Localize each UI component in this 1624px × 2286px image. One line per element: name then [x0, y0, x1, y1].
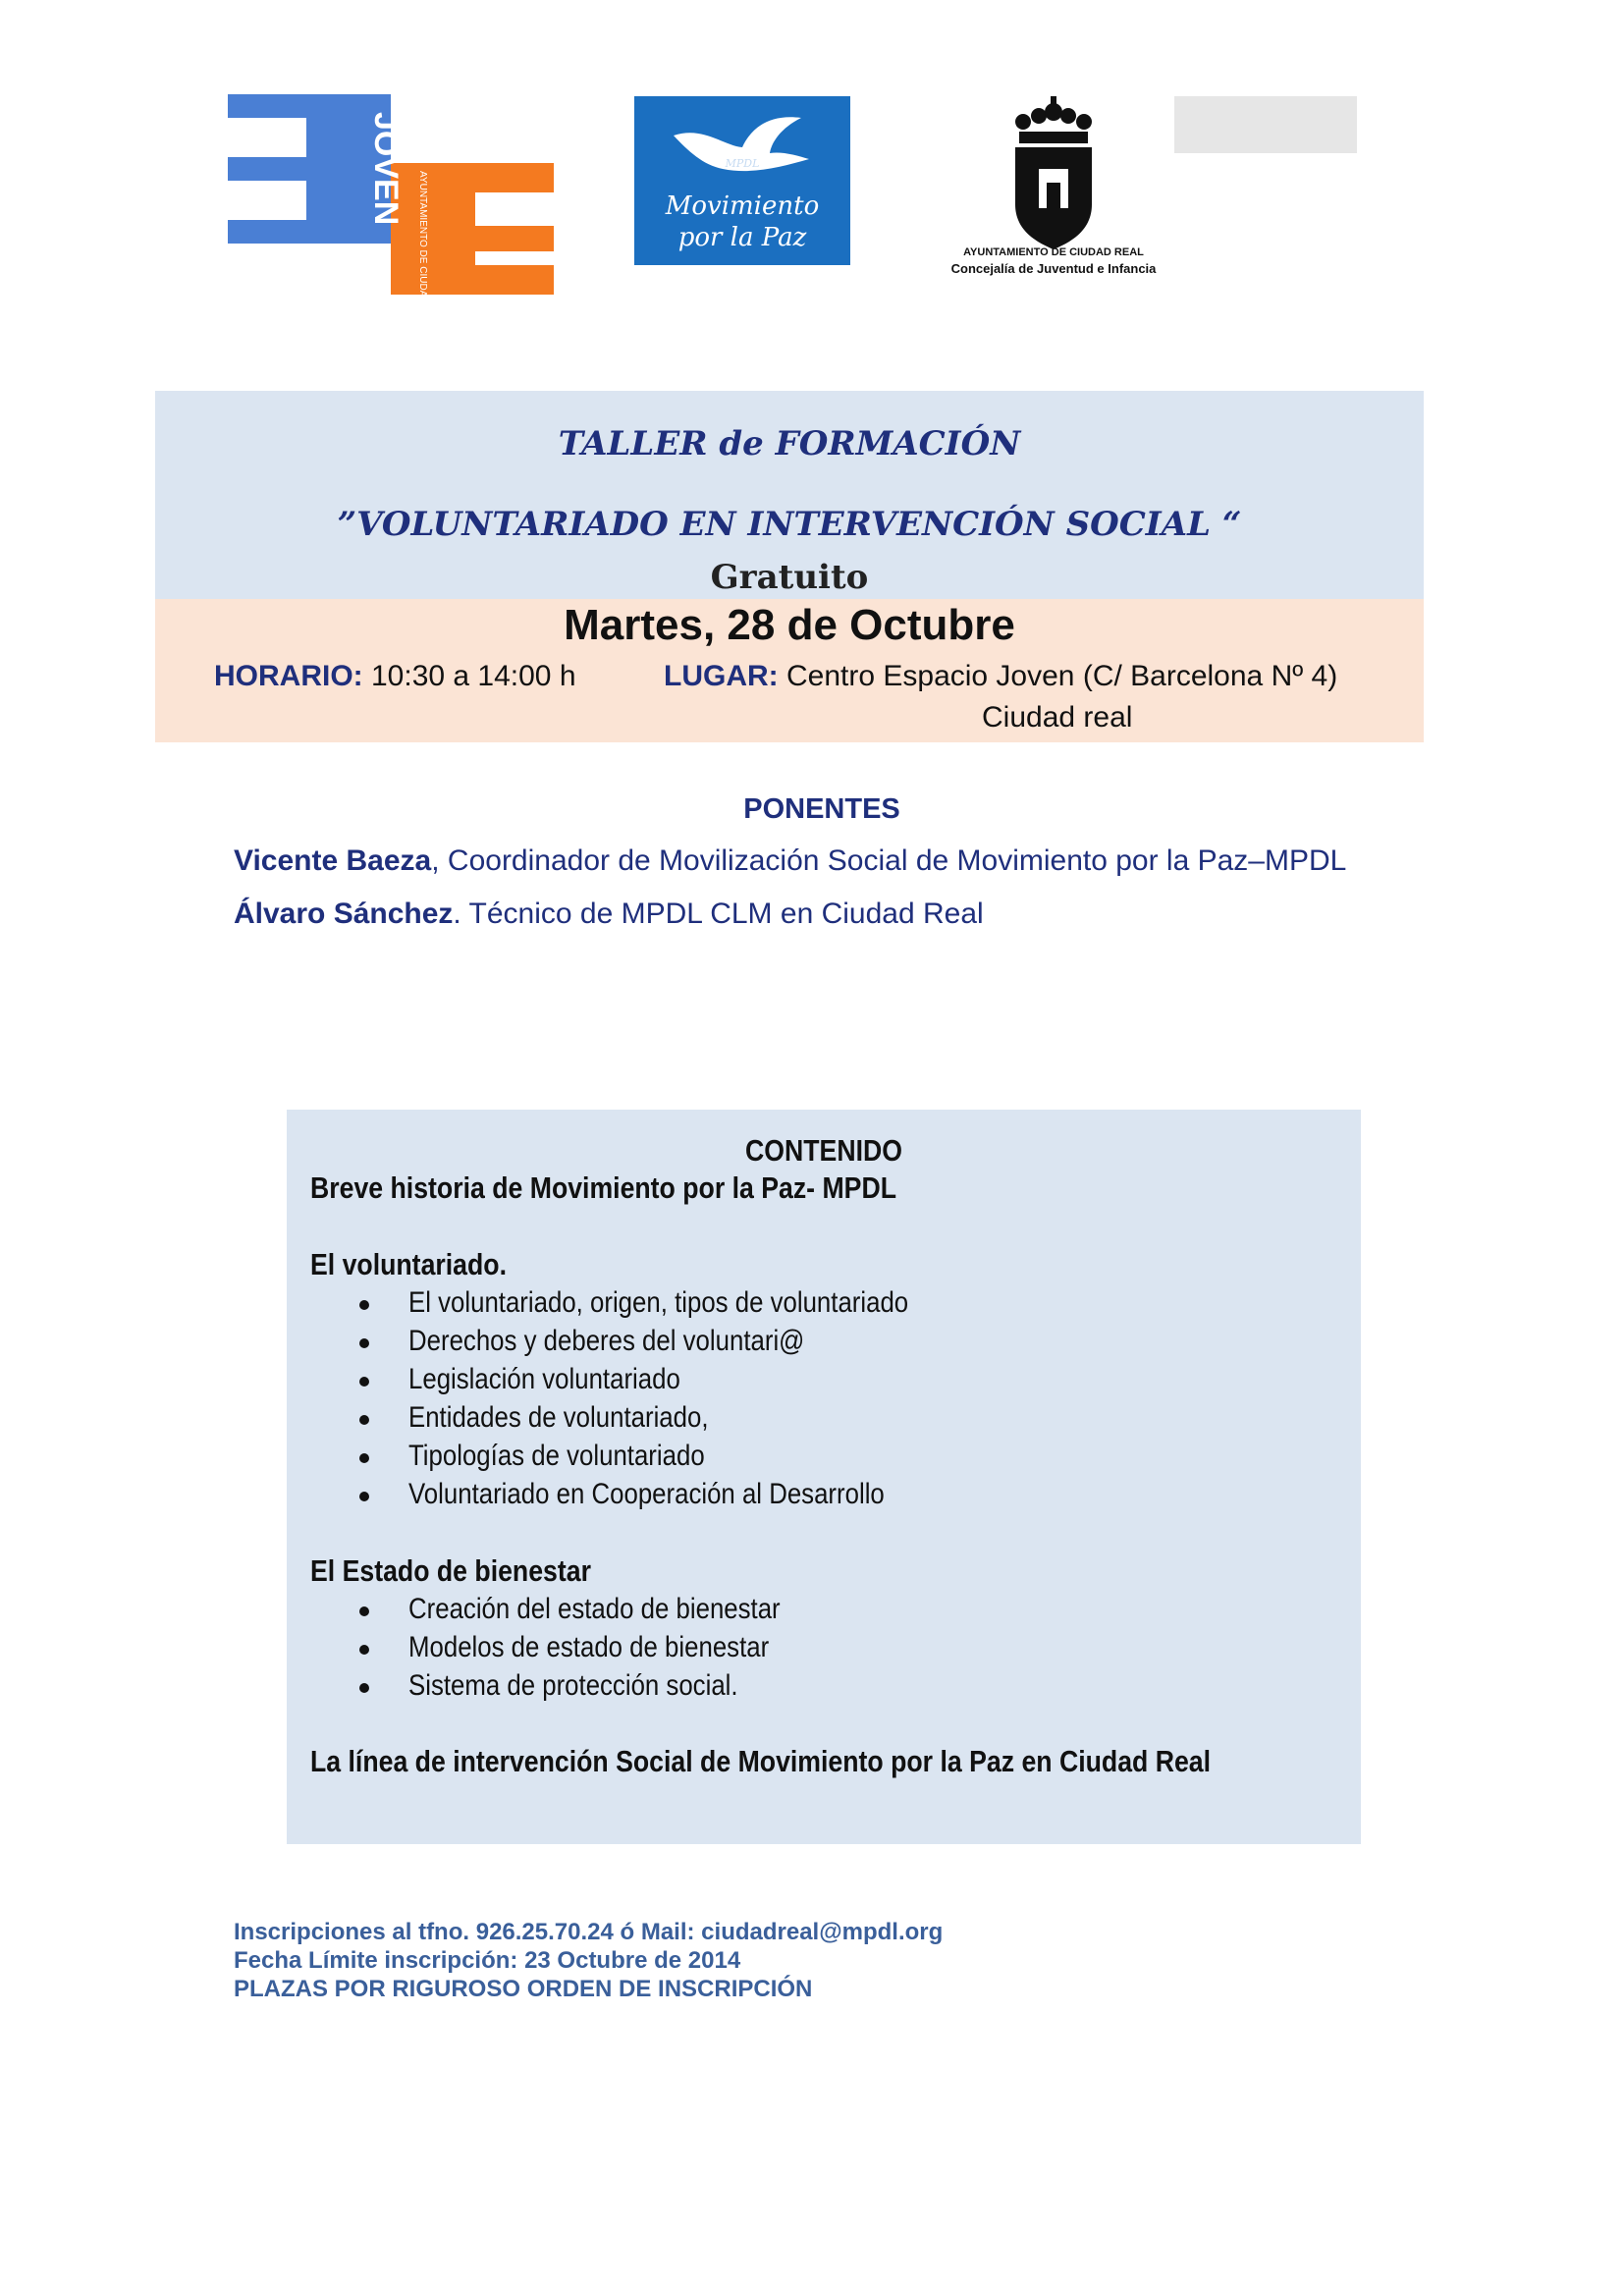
workshop-title: TALLER de FORMACIÓN	[558, 424, 1021, 463]
crown-icon	[1015, 96, 1092, 143]
section-heading-bienestar: El Estado de bienestar	[310, 1553, 591, 1588]
section-heading-voluntariado: El voluntariado.	[310, 1247, 507, 1281]
ayuntamiento-line-2: Concejalía de Juventud e Infancia	[950, 261, 1157, 276]
event-date: Martes, 28 de Octubre	[564, 601, 1015, 649]
bullet-icon	[359, 1492, 369, 1501]
list-item: Legislación voluntariado	[408, 1363, 680, 1395]
bullet-icon	[359, 1338, 369, 1348]
mpdl-small-text: MPDL	[725, 157, 760, 170]
registration-contact: Inscripciones al tfno. 926.25.70.24 ó Mail: ciudadreal@mpdl.org	[234, 1919, 944, 1945]
list-item: Derechos y deberes del voluntari@	[408, 1325, 805, 1357]
bullet-icon	[359, 1606, 369, 1616]
workshop-subtitle: ”VOLUNTARIADO EN INTERVENCIÓN SOCIAL “	[337, 505, 1242, 544]
list-item: Modelos de estado de bienestar	[408, 1631, 770, 1663]
bullet-icon	[359, 1415, 369, 1425]
bullet-icon	[359, 1453, 369, 1463]
speaker-role: , Coordinador de Movilización Social de Movimiento por la Paz–MPDL	[431, 844, 1347, 877]
bullet-icon	[359, 1645, 369, 1655]
bullet-icon	[359, 1377, 369, 1387]
free-label: Gratuito	[710, 558, 869, 597]
bullet-icon	[359, 1683, 369, 1693]
registration-deadline: Fecha Límite inscripción: 23 Octubre de 2014	[234, 1947, 741, 1974]
schedule-value: 10:30 a 14:00 h	[362, 660, 576, 692]
joven-vertical-text: AYUNTAMIENTO DE CIUDAD REAL	[417, 171, 428, 295]
location	[664, 660, 1337, 693]
list-item: Creación del estado de bienestar	[408, 1593, 781, 1625]
speaker-role: . Técnico de MPDL CLM en Ciudad Real	[453, 898, 984, 930]
schedule-label: HORARIO:	[214, 660, 363, 692]
ayuntamiento-logo	[933, 96, 1174, 293]
joven-word: JOVEN	[367, 112, 405, 226]
location-city: Ciudad real	[982, 701, 1133, 734]
bullet-icon	[359, 1300, 369, 1310]
mpdl-script-line-2: por la Paz	[677, 223, 807, 252]
list-item: El voluntariado, origen, tipos de voluntariado	[408, 1286, 909, 1319]
mpdl-script-line-1: Movimiento	[665, 191, 820, 221]
content-closing: La línea de intervención Social de Movimiento por la Paz en Ciudad Real	[310, 1744, 1212, 1778]
content-title: CONTENIDO	[745, 1133, 902, 1168]
speaker-name: Vicente Baeza	[234, 844, 432, 877]
speakers-title: PONENTES	[743, 793, 900, 825]
content-box	[287, 1110, 1361, 1844]
mpdl-logo	[634, 96, 850, 265]
list-item: Tipologías de voluntariado	[408, 1440, 705, 1472]
speaker-name: Álvaro Sánchez	[234, 898, 454, 930]
content-intro: Breve historia de Movimiento por la Paz- MPDL	[310, 1170, 897, 1205]
location-value: Centro Espacio Joven (C/ Barcelona Nº 4)	[778, 660, 1338, 692]
list-item: Sistema de protección social.	[408, 1669, 738, 1702]
list-item: Voluntariado en Cooperación al Desarrollo	[408, 1478, 885, 1510]
registration-order-note: PLAZAS POR RIGUROSO ORDEN DE INSCRIPCIÓN	[234, 1976, 813, 2002]
speaker-item	[234, 898, 984, 931]
joven-logo	[228, 94, 554, 295]
placeholder-logo-box	[1174, 96, 1357, 153]
schedule	[214, 660, 576, 693]
location-label: LUGAR:	[664, 660, 779, 692]
ayuntamiento-line-1: AYUNTAMIENTO DE CIUDAD REAL	[963, 246, 1144, 258]
speaker-item	[234, 844, 1346, 878]
list-item: Entidades de voluntariado,	[408, 1401, 709, 1434]
